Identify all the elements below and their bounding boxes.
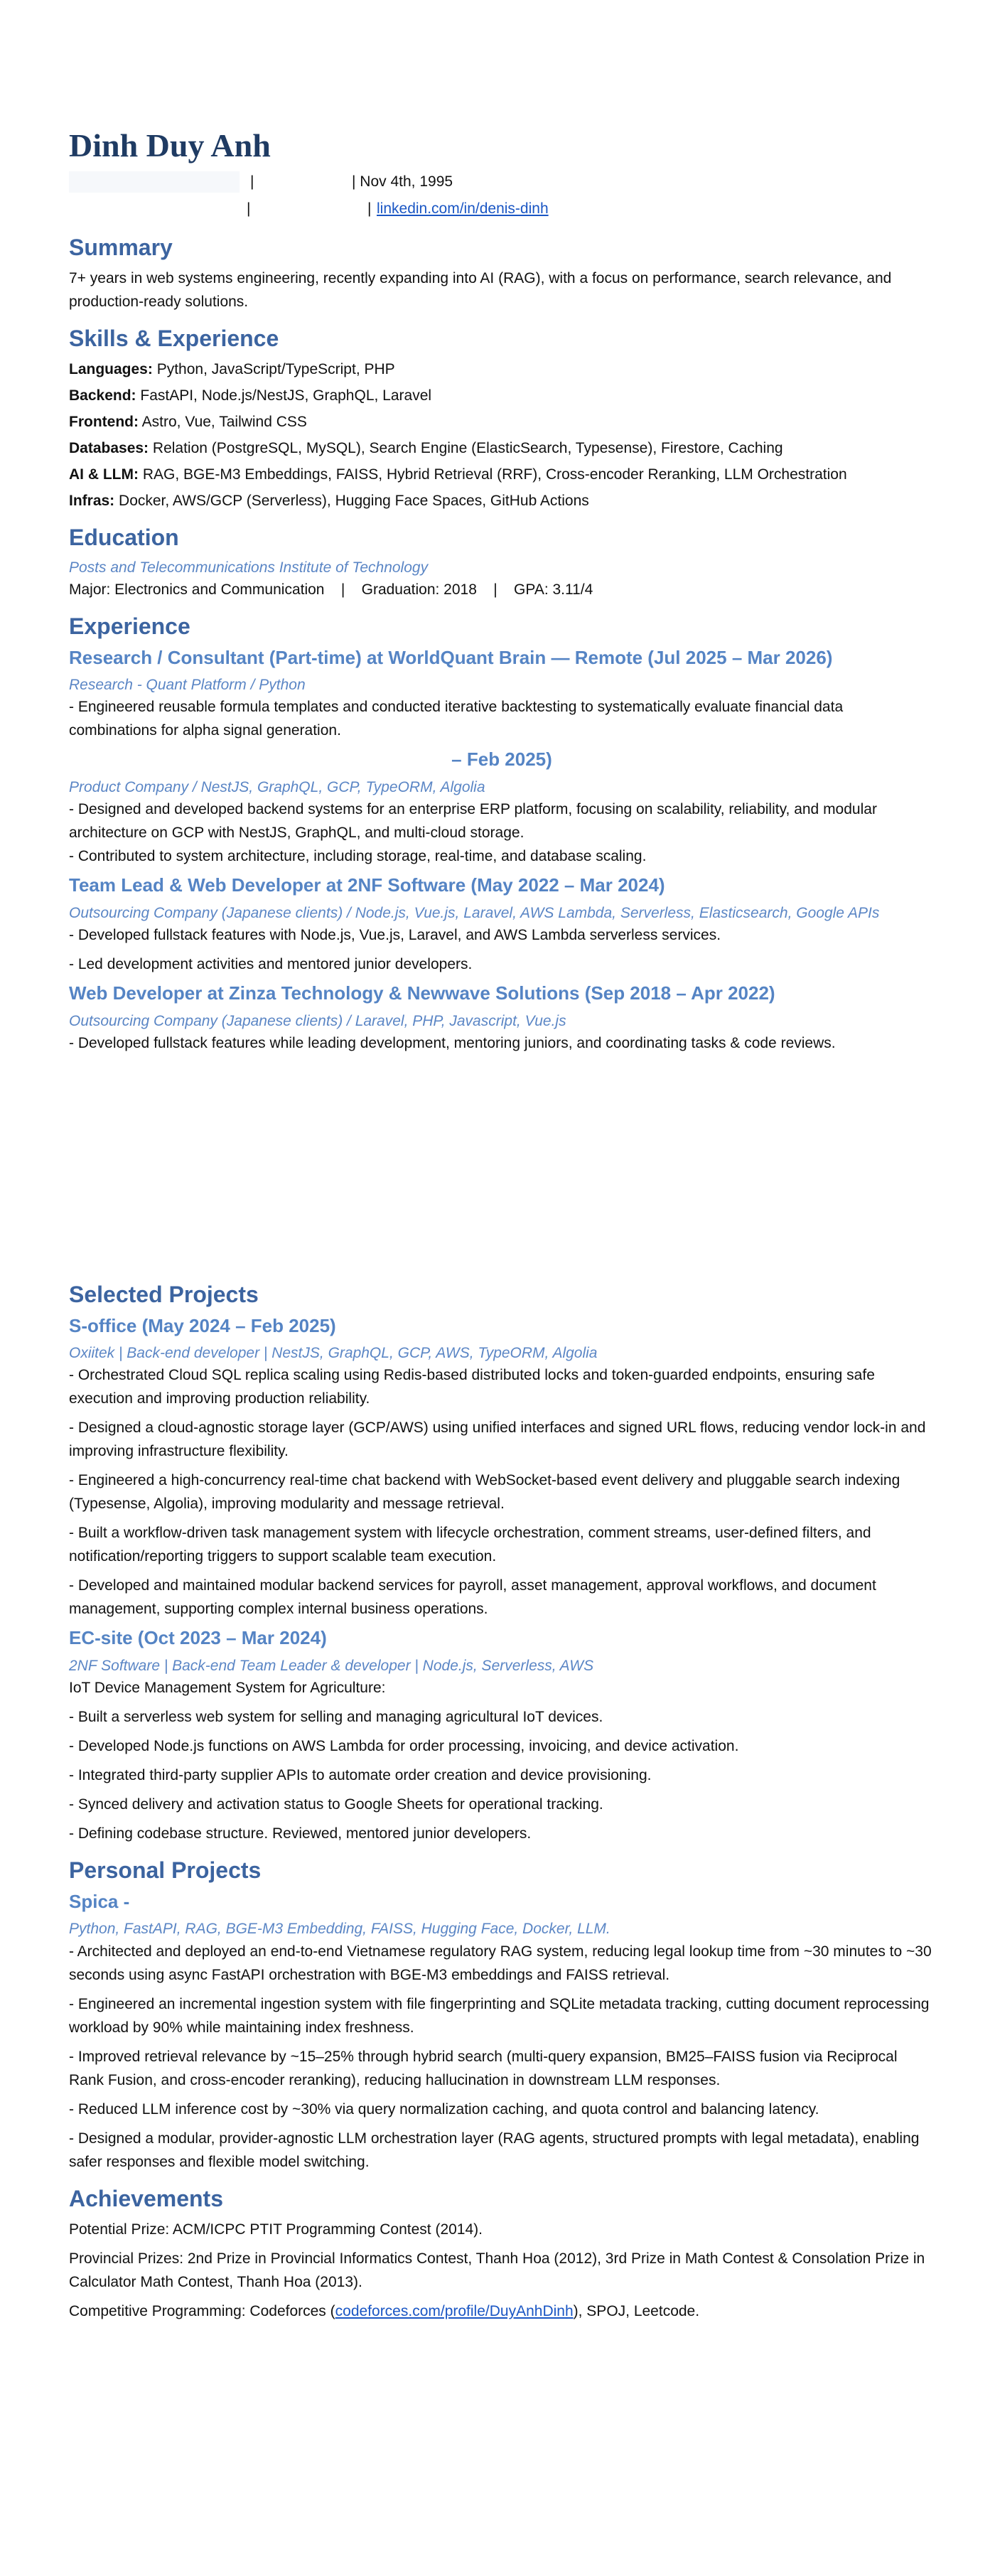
achievement-item xyxy=(69,2299,935,2323)
linkedin-link[interactable]: linkedin.com/in/denis-dinh xyxy=(377,200,549,217)
contact-separator: | xyxy=(247,200,251,217)
skill-label: Backend: xyxy=(69,387,136,404)
project-bullet: IoT Device Management System for Agriculture: xyxy=(69,1680,386,1697)
contact-line-1 xyxy=(69,168,935,195)
job-bullet: - Developed fullstack features with Node.js, Vue.js, Laravel, and AWS Lambda serverless services. xyxy=(69,927,721,944)
job-bullet: - Developed fullstack features while leading development, mentoring juniors, and coordinating tasks & code reviews. xyxy=(69,1035,836,1052)
personal-project-title: Spica - xyxy=(69,1890,130,1912)
skill-value: Docker, AWS/GCP (Serverless), Hugging Face Spaces, GitHub Actions xyxy=(114,493,589,510)
skill-row xyxy=(69,463,935,486)
job-subtitle: Outsourcing Company (Japanese clients) / Node.js, Vue.js, Laravel, AWS Lambda, Serverless, Elasticsearch, Google APIs xyxy=(69,904,880,921)
education-heading: Education xyxy=(69,525,179,551)
summary-heading: Summary xyxy=(69,234,173,260)
job-bullet: - Contributed to system architecture, including storage, real-time, and database scaling. xyxy=(69,848,647,865)
skill-label: Languages: xyxy=(69,361,153,378)
job-title: – Feb 2025) xyxy=(451,748,552,771)
date-of-birth: | Nov 4th, 1995 xyxy=(352,173,453,190)
job-subtitle: Product Company / NestJS, GraphQL, GCP, TypeORM, Algolia xyxy=(69,778,485,795)
skill-value: Python, JavaScript/TypeScript, PHP xyxy=(152,361,395,378)
project-subtitle: Oxiitek | Back-end developer | NestJS, GraphQL, GCP, AWS, TypeORM, Algolia xyxy=(69,1345,598,1361)
contact-separator: | xyxy=(367,200,372,217)
project-bullet: - Built a workflow-driven task management system with lifecycle orchestration, comment streams, user-defined filters, and notification/reporting triggers to support scalable team execution. xyxy=(69,1525,871,1565)
personal-project-subtitle: Python, FastAPI, RAG, BGE-M3 Embedding, FAISS, Hugging Face, Docker, LLM. xyxy=(69,1921,611,1938)
skills-heading: Skills & Experience xyxy=(69,325,279,351)
personal-bullet: - Engineered an incremental ingestion system with file fingerprinting and SQLite metadata tracking, cutting document reprocessing workload by 90% while maintaining index freshness. xyxy=(69,1995,930,2036)
personal-bullet: - Designed a modular, provider-agnostic LLM orchestration layer (RAG agents, structured prompts with legal metadata), enabling safer responses and flexible model switching. xyxy=(69,2130,920,2170)
job-subtitle: Outsourcing Company (Japanese clients) / Laravel, PHP, Javascript, Vue.js xyxy=(69,1012,566,1029)
project-bullet: - Developed Node.js functions on AWS Lambda for order processing, invoicing, and device activation. xyxy=(69,1738,739,1755)
project-bullet: - Built a serverless web system for selling and managing agricultural IoT devices. xyxy=(69,1709,603,1726)
personal-bullet: - Improved retrieval relevance by ~15–25% through hybrid search (multi-query expansion, BM25–FAISS fusion via Reciprocal Rank Fusion, and cross-encoder reranking), reducing hallucination in downstream LLM responses. xyxy=(69,2048,898,2088)
skill-value: Relation (PostgreSQL, MySQL), Search Engine (ElasticSearch, Typesense), Firestore, Caching xyxy=(149,440,783,457)
job-title: Research / Consultant (Part-time) at WorldQuant Brain — Remote (Jul 2025 – Mar 2026) xyxy=(69,646,833,668)
job-bullet: - Designed and developed backend systems for an enterprise ERP platform, focusing on scalability, reliability, and modular architecture on GCP with NestJS, GraphQL, and multi-cloud storage. xyxy=(69,801,877,842)
project-title: S-office (May 2024 – Feb 2025) xyxy=(69,1314,336,1336)
contact-separator: | xyxy=(250,173,254,190)
achievement-item: Provincial Prizes: 2nd Prize in Provincial Informatics Contest, Thanh Hoa (2012), 3rd Prize in Math Contest & Consolation Prize in Calculator Math Contest, Thanh Hoa (2013). xyxy=(69,2250,925,2290)
skill-label: Frontend: xyxy=(69,414,139,431)
summary-text: 7+ years in web systems engineering, recently expanding into AI (RAG), with a focus on performance, search relevance, and production-ready solutions. xyxy=(69,269,892,310)
experience-heading: Experience xyxy=(69,613,190,640)
job-title: Web Developer at Zinza Technology & Newwave Solutions (Sep 2018 – Apr 2022) xyxy=(69,982,775,1004)
school-name: Posts and Telecommunications Institute of Technology xyxy=(69,559,429,576)
project-bullet: - Integrated third-party supplier APIs to automate order creation and device provisioning. xyxy=(69,1767,652,1784)
job-title: Team Lead & Web Developer at 2NF Software (May 2022 – Mar 2024) xyxy=(69,874,665,896)
job-bullet: - Led development activities and mentored junior developers. xyxy=(69,956,473,973)
skill-value: Astro, Vue, Tailwind CSS xyxy=(138,414,307,431)
skill-label: Databases: xyxy=(69,440,149,457)
contact-line-2 xyxy=(69,195,935,222)
achievement-item: Potential Prize: ACM/ICPC PTIT Programming Contest (2014). xyxy=(69,2221,483,2238)
skill-row xyxy=(69,358,935,381)
personal-bullet: - Reduced LLM inference cost by ~30% via query normalization caching, and quota control and balancing latency. xyxy=(69,2100,819,2118)
job-bullet: - Engineered reusable formula templates and conducted iterative backtesting to systematically evaluate financial data combinations for alpha signal generation. xyxy=(69,699,844,739)
candidate-name: Dinh Duy Anh xyxy=(69,127,271,163)
project-bullet: - Engineered a high-concurrency real-time chat backend with WebSocket-based event delivery and pluggable search indexing (Typesense, Algolia), improving modularity and message retrieval. xyxy=(69,1472,900,1513)
cp-prefix: Competitive Programming: Codeforces ( xyxy=(69,2302,335,2319)
education-details: Major: Electronics and Communication | Graduation: 2018 | GPA: 3.11/4 xyxy=(69,581,593,599)
skill-row xyxy=(69,436,935,460)
project-subtitle: 2NF Software | Back-end Team Leader & developer | Node.js, Serverless, AWS xyxy=(69,1657,594,1674)
skill-row xyxy=(69,384,935,407)
personal-bullet: - Architected and deployed an end-to-end Vietnamese regulatory RAG system, reducing legal lookup time from ~30 minutes to ~30 seconds using async FastAPI orchestration with BGE-M3 embeddings and FAISS retrieval. xyxy=(69,1943,932,1983)
project-bullet: - Defining codebase structure. Reviewed, mentored junior developers. xyxy=(69,1825,532,1842)
project-title: EC-site (Oct 2023 – Mar 2024) xyxy=(69,1627,327,1649)
resume xyxy=(69,128,935,2323)
cp-suffix: ), SPOJ, Leetcode. xyxy=(573,2302,700,2319)
skill-value: FastAPI, Node.js/NestJS, GraphQL, Laravel xyxy=(136,387,432,404)
codeforces-link[interactable]: codeforces.com/profile/DuyAnhDinh xyxy=(335,2302,574,2319)
projects-heading: Selected Projects xyxy=(69,1282,259,1308)
project-bullet: - Orchestrated Cloud SQL replica scaling using Redis-based distributed locks and token-guarded endpoints, ensuring safe execution and improving production reliability. xyxy=(69,1367,875,1407)
job-subtitle: Research - Quant Platform / Python xyxy=(69,677,306,694)
personal-projects-heading: Personal Projects xyxy=(69,1857,262,1884)
skill-row xyxy=(69,489,935,512)
project-bullet: - Designed a cloud-agnostic storage layer (GCP/AWS) using unified interfaces and signed URL flows, reducing vendor lock-in and improving infrastructure flexibility. xyxy=(69,1420,926,1460)
skill-row xyxy=(69,410,935,434)
project-bullet: - Synced delivery and activation status to Google Sheets for operational tracking. xyxy=(69,1796,603,1813)
skill-label: Infras: xyxy=(69,493,115,510)
achievements-heading: Achievements xyxy=(69,2185,223,2211)
page-break-gap xyxy=(69,1055,935,1281)
skill-value: RAG, BGE-M3 Embeddings, FAISS, Hybrid Retrieval (RRF), Cross-encoder Reranking, LLM Orchestration xyxy=(138,466,847,483)
project-bullet: - Developed and maintained modular backend services for payroll, asset management, approval workflows, and document management, supporting complex internal business operations. xyxy=(69,1577,876,1618)
skill-label: AI & LLM: xyxy=(69,466,139,483)
redacted-contact xyxy=(69,171,240,193)
